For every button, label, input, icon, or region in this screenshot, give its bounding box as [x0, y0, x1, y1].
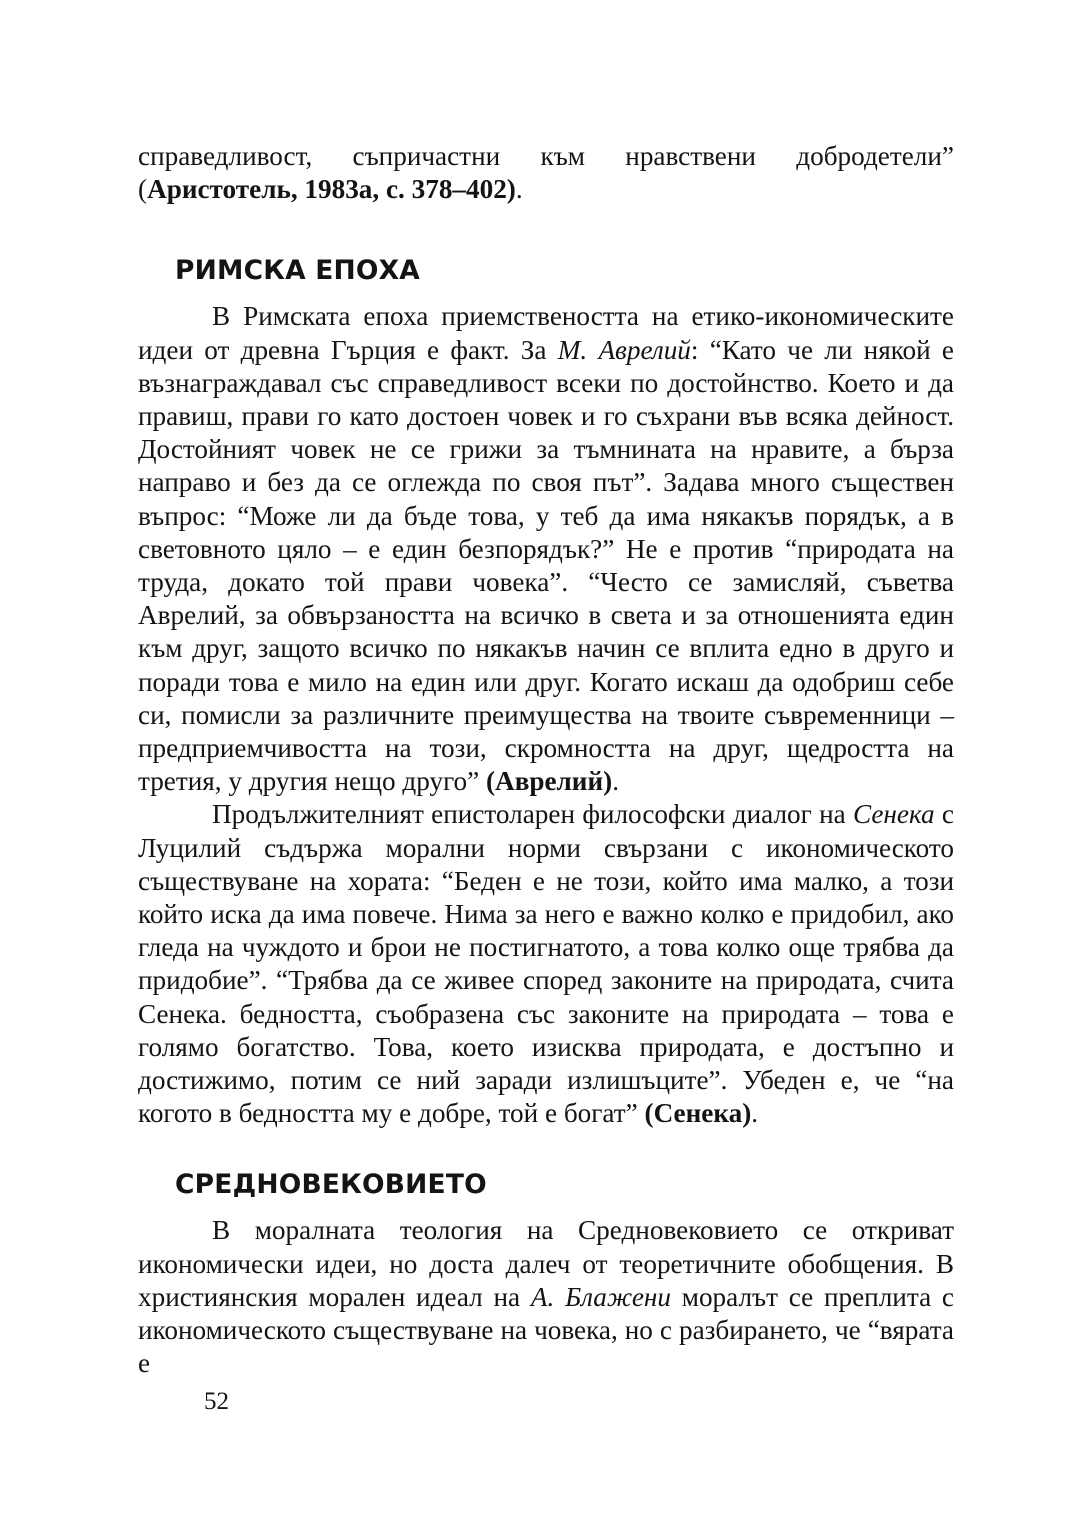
page-number: 52	[204, 1388, 229, 1415]
paragraph-middle-ages: В моралната теология на Средновековието се откриват икономически идеи, но доста далеч от теоретичните обобщения. В християнския морален идеал на А. Блажени моралът се преплита с икономическото съществуване на човека, но с разбирането, че “вярата е	[138, 1215, 954, 1379]
author-name-aurelius: М. Аврелий	[557, 334, 691, 365]
intro-citation: Аристотель, 1983а, с. 378–402)	[147, 174, 516, 205]
intro-paragraph	[138, 140, 954, 206]
citation-aurelius: (Аврелий)	[486, 766, 613, 797]
section-heading-middle-ages: СРЕДНОВЕКОВИЕТО	[175, 1169, 487, 1201]
citation-seneca: (Сенека)	[644, 1098, 752, 1129]
paragraph-aurelius: В Римската епоха приемствеността на етико-икономическите идеи от древна Гърция е факт. За М. Аврелий: “Като че ли някой е възнаграждавал със справедливост всеки по достойнство. Което и да правиш, прави го като достоен човек и го съхрани във всяка дейност. Достойният човек не се грижи за тъмнината на нравите, а бърза направо и без да се оглежда по своя път”. Задава много съществен въпрос: “Може ли да бъде това, у теб да има някакъв порядък, а в световното цяло – е един безпорядък?” Не е против “природата на труда, докато той прави човека”. “Често се замисляй, съветва Аврелий, за обвързаността на всичко в света и за отношенията един към друг, защото всичко по някакъв начин се вплита едно в друго и поради това е мило на един или друг. Когато искаш да одобриш себе си, помисли за различните преимущества на твоите съвременници – предприемчивостта на този, скромността на друг, щедростта на третия, у другия нещо друго” (Аврелий).	[138, 301, 954, 797]
intro-text: справедливост, съпричастни към нравствени добродетели” (	[138, 141, 954, 205]
intro-end: .	[515, 174, 523, 205]
paragraph-seneca: Продължителният епистоларен философски диалог на Сенека с Луцилий съдържа морални норми свързани с икономическото съществуване на хората: “Беден е не този, който има малко, а този който иска да има повече. Нима за него е важно колко е придобил, ако гледа на чуждото и брои не постигнатото, а това колко още трябва да придобие”. “Трябва да се живее според законите на природата, счита Сенека. бедността, съобразена със законите на природата – това е голямо богатство. Това, което изисква природата, е достъпно и достижимо, потим се ний заради излишъците”. Убеден е, че “на когото в бедността му е добре, той е богат” (Сенека).	[138, 799, 955, 1129]
section-heading-roman-era: РИМСКА ЕПОХА	[175, 255, 420, 287]
author-name-seneca: Сенека	[853, 799, 935, 830]
author-name-augustine: А. Блажени	[530, 1281, 671, 1312]
text-block	[138, 140, 954, 1381]
